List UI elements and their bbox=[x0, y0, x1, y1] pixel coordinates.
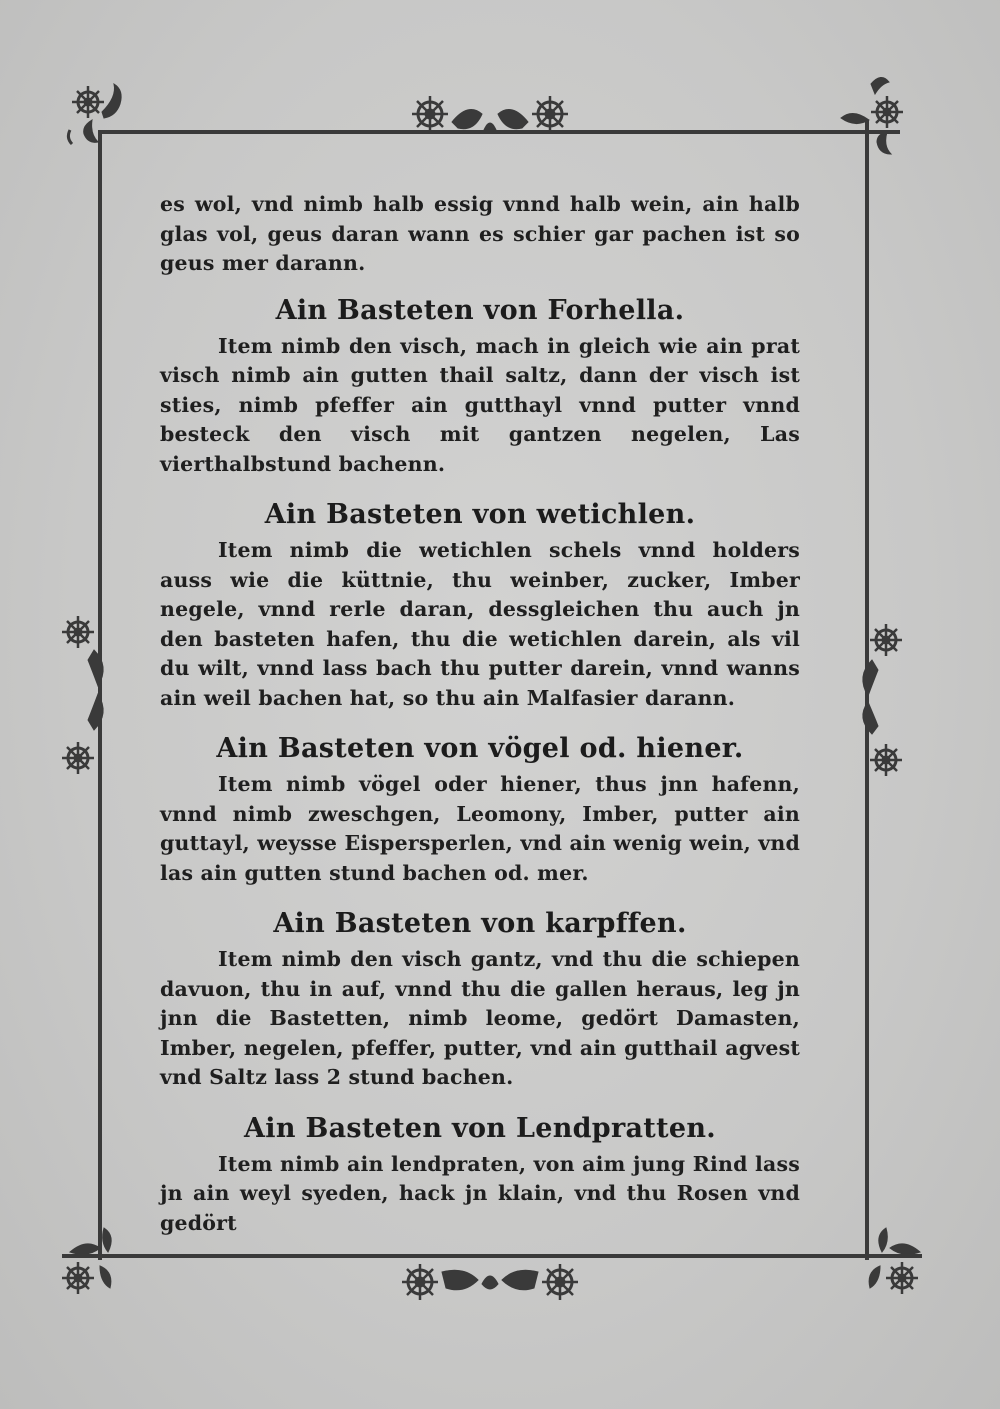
recipe-title: Ain Basteten von Forhella. bbox=[275, 294, 685, 326]
recipe-title: Ain Basteten von wetichlen. bbox=[264, 499, 696, 530]
recipe-title: Ain Basteten von Lendpratten. bbox=[244, 1112, 716, 1144]
flower-vine-icon bbox=[850, 610, 910, 790]
flower-corner-icon bbox=[62, 72, 142, 162]
recipe-title: Ain Basteten von karpffen. bbox=[273, 908, 687, 939]
recipe-text: Item nimb ain lendpraten, von aim jung Rind lass jn ain weyl syeden, hack jn klain, vnd thu Rosen vnd gedört bbox=[160, 1151, 800, 1235]
opening-paragraph: es wol, vnd nimb halb essig vnnd halb wein, ain halb glas vol, geus daran wann es schier gar pachen ist so geus mer darann. bbox=[160, 192, 800, 275]
flower-corner-icon bbox=[60, 1222, 150, 1302]
flower-vine-icon bbox=[58, 610, 118, 790]
recipe-text: Item nimb den visch gantz, vnd thu die schiepen davuon, thu in auf, vnnd thu die gallen heraus, leg jn jnn die Bastetten, nimb leome, gedört Damasten, Imber, negelen, pfeffer, putter, vnd ain gutthail agvest vnd Saltz lass 2 stund bachen. bbox=[160, 947, 800, 1089]
flower-corner-icon bbox=[835, 72, 915, 162]
flower-scroll-icon bbox=[408, 92, 572, 140]
recipe-text: Item nimb vögel oder hiener, thus jnn hafenn, vnnd nimb zweschgen, Leomony, Imber, putter ain guttayl, weysse Eispersperlen, vnd ain wenig wein, vnd las ain gutten stund bachen od. mer. bbox=[160, 772, 801, 885]
flower-scroll-icon bbox=[398, 1258, 582, 1308]
page-text-block bbox=[160, 190, 801, 1235]
recipe-title: Ain Basteten von vögel od. hiener. bbox=[216, 733, 744, 764]
flower-corner-icon bbox=[840, 1222, 930, 1302]
recipe-text: Item nimb den visch, mach in gleich wie ain prat visch nimb ain gutten thail saltz, dann der visch ist sties, nimb pfeffer ain gutthayl vnnd putter vnnd besteck den visch mit gantzen negelen, Las vierthalbstund bachenn. bbox=[160, 333, 800, 476]
recipe-text: Item nimb die wetichlen schels vnnd holders auss wie die küttnie, thu weinber, zucker, Imber negele, vnnd rerle daran, dessgleichen thu auch jn den basteten hafen, thu die wetichlen darein, als vil du wilt, vnnd lass bach thu putter darein, vnnd wanns ain weil bachen hat, so thu ain Malfasier darann. bbox=[160, 538, 800, 710]
